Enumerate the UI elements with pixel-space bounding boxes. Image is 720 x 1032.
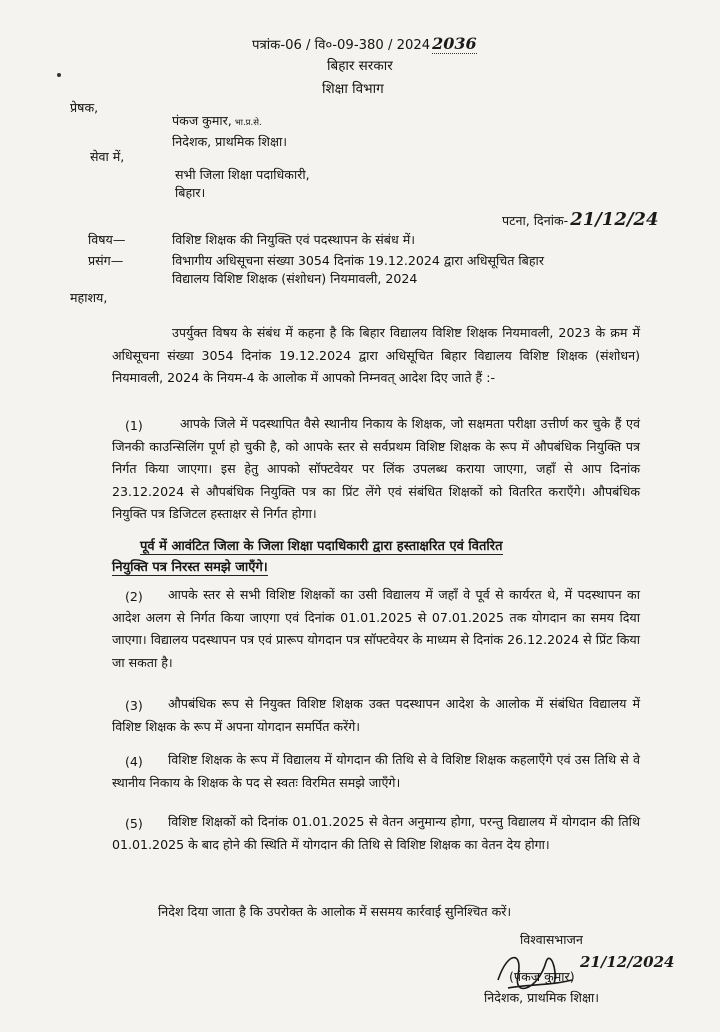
signatory-name: (पंकज कुमार) [509, 969, 575, 984]
place-date [502, 209, 659, 230]
point-2-number: (2) [125, 589, 143, 604]
reference-label: प्रसंग— [88, 253, 124, 268]
place-date-label: पटना, दिनांक- [502, 213, 569, 228]
point-4-text: विशिष्ट शिक्षक के रूप में विद्यालय में योगदान की तिथि से वे विशिष्ट शिक्षक कहलाएँगे एवं उस तिथि से वे स्थानीय निकाय के शिक्षक के पद से स्वतः विरमित समझे जाएँगे। [112, 752, 640, 790]
signature-date: 21/12/2024 [580, 953, 675, 971]
reference-number: पत्रांक-06 / वि०-09-380 / 2024 [252, 38, 431, 53]
sender-name-text: पंकज कुमार, [172, 113, 232, 128]
point-1-number: (1) [125, 418, 143, 433]
subject-label: विषय— [88, 232, 126, 247]
point-5-text: विशिष्ट शिक्षकों को दिनांक 01.01.2025 से वेतन अनुमान्य होगा, परन्तु विद्यालय में योगदान की तिथि 01.01.2025 के बाद होने की स्थिति में योगदान की तिथि से विशिष्ट शिक्षक का वेतन देय होगा। [112, 814, 640, 852]
handwritten-date: 21/12/24 [570, 209, 659, 230]
sender-label: प्रेषक, [70, 100, 99, 115]
reference-line1: विभागीय अधिसूचना संख्या 3054 दिनांक 19.12.2024 द्वारा अधिसूचित बिहार [172, 253, 544, 268]
point-5-number: (5) [125, 816, 143, 831]
government-name: बिहार सरकार [327, 58, 393, 74]
closing-instruction: निदेश दिया जाता है कि उपरोक्त के आलोक में ससमय कार्रवाई सुनिश्चित करें। [158, 904, 512, 919]
point-2-text: आपके स्तर से सभी विशिष्ट शिक्षकों का उसी विद्यालय में जहाँ वे पूर्व से कार्यरत थे, में पदस्थापन का आदेश अलग से निर्गत किया जाएगा एवं दिनांक 01.01.2025 से 07.01.2025 तक योगदान का समय दिया जाएगा। विद्यालय पदस्थापन पत्र एवं प्रारूप योगदान पत्र सॉफ्टवेयर के माध्यम से दिनांक 26.12.2024 से प्रिंट किया जा सकता है। [112, 587, 640, 670]
point-3-text: औपबंधिक रूप से नियुक्त विशिष्ट शिक्षक उक्त पदस्थापन आदेश के आलोक में संबंधित विद्यालय में विशिष्ट शिक्षक के रूप में अपना योगदान समर्पित करेंगे। [112, 696, 640, 734]
intro-paragraph: उपर्युक्त विषय के संबंध में कहना है कि बिहार विद्यालय विशिष्ट शिक्षक नियमावली, 2023 के क्रम में अधिसूचना संख्या 3054 दिनांक 19.12.2024 द्वारा अधिसूचित बिहार विद्यालय विशिष्ट शिक्षक (संशोधन) नियमावली, 2024 के नियम-4 के आलोक में आपको निम्नवत् आदेश दिए जाते हैं :- [112, 325, 640, 385]
valediction: विश्वासभाजन [520, 932, 583, 947]
handwritten-reference: 2036 [432, 34, 477, 53]
point-1-text: आपके जिले में पदस्थापित वैसे स्थानीय निकाय के शिक्षक, जो सक्षमता परीक्षा उत्तीर्ण कर चुके हैं एवं जिनकी काउन्सिलिंग पूर्ण हो चुकी है, को आपके स्तर से सर्वप्रथम विशिष्ट शिक्षक के रूप में औपबंधिक नियुक्ति पत्र निर्गत किया जाएगा। इस हेतु आपको सॉफ्टवेयर पर लिंक उपलब्ध कराया जाएगा, जहाँ से आप दिनांक 23.12.2024 से औपबंधिक नियुक्ति पत्र का प्रिंट लेंगे एवं संबंधित शिक्षकों को वितरित कराएँगे। औपबंधिक नियुक्ति पत्र डिजिटल हस्ताक्षर से निर्गत होगा। [112, 416, 640, 521]
sender-name [172, 113, 262, 131]
recipient-line2: बिहार। [175, 185, 206, 200]
subject-text: विशिष्ट शिक्षक की नियुक्ति एवं पदस्थापन के संबंध में। [172, 232, 416, 247]
recipient-label: सेवा में, [90, 149, 125, 164]
handwritten-note-line2: नियुक्ति पत्र निरस्त समझे जाएँगे। [112, 557, 268, 576]
sender-designation: निदेशक, प्राथमिक शिक्षा। [172, 134, 288, 149]
punch-mark [57, 73, 61, 77]
point-4-number: (4) [125, 754, 143, 769]
recipient-line1: सभी जिला शिक्षा पदाधिकारी, [175, 167, 310, 182]
reference-line2: विद्यालय विशिष्ट शिक्षक (संशोधन) नियमावली, 2024 [172, 271, 418, 286]
letter-reference [252, 34, 477, 54]
department-name: शिक्षा विभाग [322, 81, 384, 97]
signatory-designation: निदेशक, प्राथमिक शिक्षा। [484, 990, 600, 1005]
sender-name-suffix: भा.प्र.से. [234, 118, 262, 128]
handwritten-note-line1: पूर्व में आवंटित जिला के जिला शिक्षा पदाधिकारी द्वारा हस्ताक्षरित एवं वितरित [140, 536, 503, 555]
salutation: महाशय, [70, 290, 108, 305]
point-3-number: (3) [125, 698, 143, 713]
